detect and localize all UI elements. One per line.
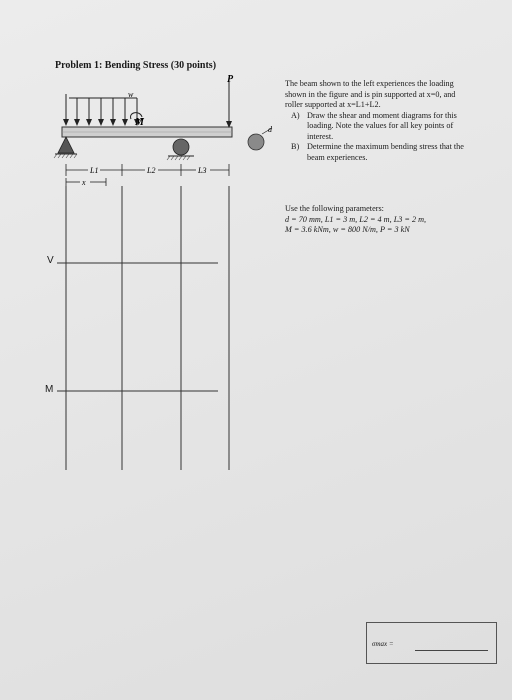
label-x: x — [82, 178, 86, 187]
shear-axis-label: V — [47, 255, 54, 266]
problem-intro: The beam shown to the left experiences the loading shown in the figure and is pin supported at x=0, and roller supported at x=L1+L2. — [285, 79, 456, 109]
part-a-label: A) — [291, 110, 300, 120]
label-d: d — [268, 125, 272, 134]
moment-axis-label: M — [45, 384, 54, 395]
label-M: M — [135, 117, 144, 128]
parameters-line-1: d = 70 mm, L1 = 3 m, L2 = 4 m, L3 = 2 m, — [285, 214, 427, 224]
diagram-grid — [57, 186, 229, 470]
roller-support-icon — [173, 139, 189, 155]
answer-box — [366, 622, 497, 664]
arrowhead-icon — [74, 119, 80, 126]
arrowhead-icon — [122, 119, 128, 126]
label-w: w — [128, 90, 134, 99]
label-P: P — [227, 74, 234, 85]
label-L1: L1 — [90, 166, 99, 175]
answer-label: σmax = — [372, 640, 394, 648]
arrowhead-icon — [98, 119, 104, 126]
pin-support-icon — [58, 137, 74, 153]
arrowhead-icon — [63, 119, 69, 126]
answer-field[interactable] — [415, 650, 488, 651]
cross-section-icon — [248, 134, 264, 150]
label-L2: L2 — [147, 166, 156, 175]
arrowhead-icon — [110, 119, 116, 126]
label-L3: L3 — [198, 166, 207, 175]
problem-title: Problem 1: Bending Stress (30 points) — [55, 60, 217, 71]
parameters-line-2: M = 3.6 kNm, w = 800 N/m, P = 3 kN — [285, 225, 410, 234]
part-b-text: Determine the maximum bending stress that the beam experiences. — [307, 142, 464, 162]
arrowhead-icon — [86, 119, 92, 126]
part-a-text: Draw the shear and moment diagrams for this loading. Note the values for all key points of interest. — [307, 110, 457, 141]
part-b-label: B) — [291, 142, 300, 151]
parameters-heading: Use the following parameters: — [285, 204, 384, 213]
